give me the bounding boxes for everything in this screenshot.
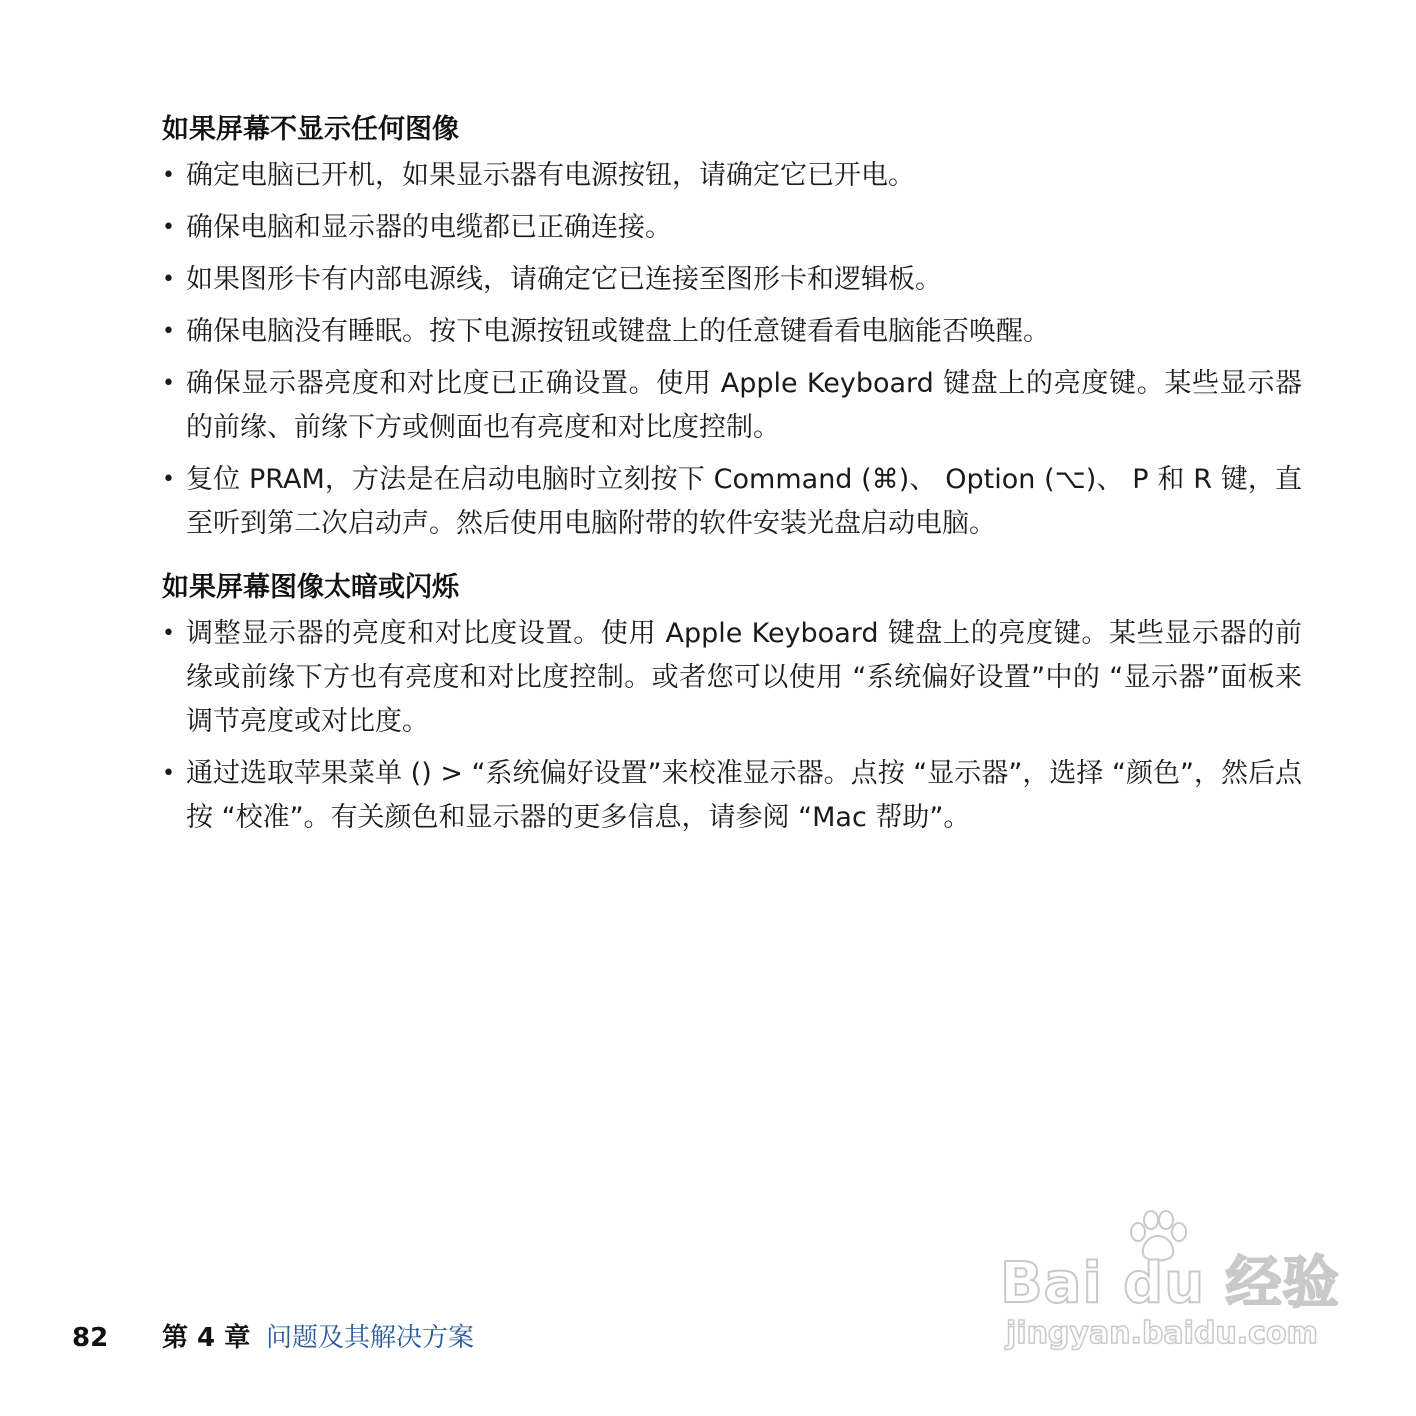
watermark-main-text: Bai du 经验 — [1000, 1251, 1340, 1316]
bullet-list — [162, 154, 1302, 546]
section-heading: 如果屏幕不显示任何图像 — [162, 114, 459, 145]
baidu-watermark — [1000, 1210, 1340, 1360]
list-item: • 调整显示器的亮度和对比度设置。使用 Apple Keyboard 键盘上的亮度键。某些显示器的前缘或前缘下方也有亮度和对比度控制。或者您可以使用 “系统偏好设置”中的 “显示器”面板来调节亮度或对比度。 — [162, 612, 1302, 744]
section-heading: 如果屏幕图像太暗或闪烁 — [162, 572, 459, 603]
section-no-image — [162, 110, 1302, 546]
list-item: • 确保显示器亮度和对比度已正确设置。使用 Apple Keyboard 键盘上的亮度键。某些显示器的前缘、前缘下方或侧面也有亮度和对比度控制。 — [162, 362, 1302, 450]
list-item: • 确保电脑没有睡眠。按下电源按钮或键盘上的任意键看看电脑能否唤醒。 — [162, 310, 1302, 354]
page-content — [162, 110, 1302, 848]
list-item: • 通过选取苹果菜单 () > “系统偏好设置”来校准显示器。点按 “显示器”，选择 “颜色”，然后点按 “校准”。有关颜色和显示器的更多信息，请参阅 “Mac 帮助”。 — [162, 752, 1302, 840]
watermark-sub-text: jingyan.baidu.com — [1006, 1316, 1318, 1351]
list-item: • 确定电脑已开机，如果显示器有电源按钮，请确定它已开电。 — [162, 154, 1302, 198]
list-item: • 如果图形卡有内部电源线，请确定它已连接至图形卡和逻辑板。 — [162, 258, 1302, 302]
chapter-title: 问题及其解决方案 — [266, 1323, 475, 1353]
list-item: • 确保电脑和显示器的电缆都已正确连接。 — [162, 206, 1302, 250]
section-dim-flicker — [162, 568, 1302, 840]
bullet-list — [162, 612, 1302, 840]
chapter-label: 第 4 章 — [162, 1323, 251, 1353]
list-item: • 复位 PRAM，方法是在启动电脑时立刻按下 Command (⌘)、 Option (⌥)、 P 和 R 键，直至听到第二次启动声。然后使用电脑附带的软件安装光盘启动电脑。 — [162, 458, 1302, 546]
page-number: 82 — [72, 1323, 109, 1353]
